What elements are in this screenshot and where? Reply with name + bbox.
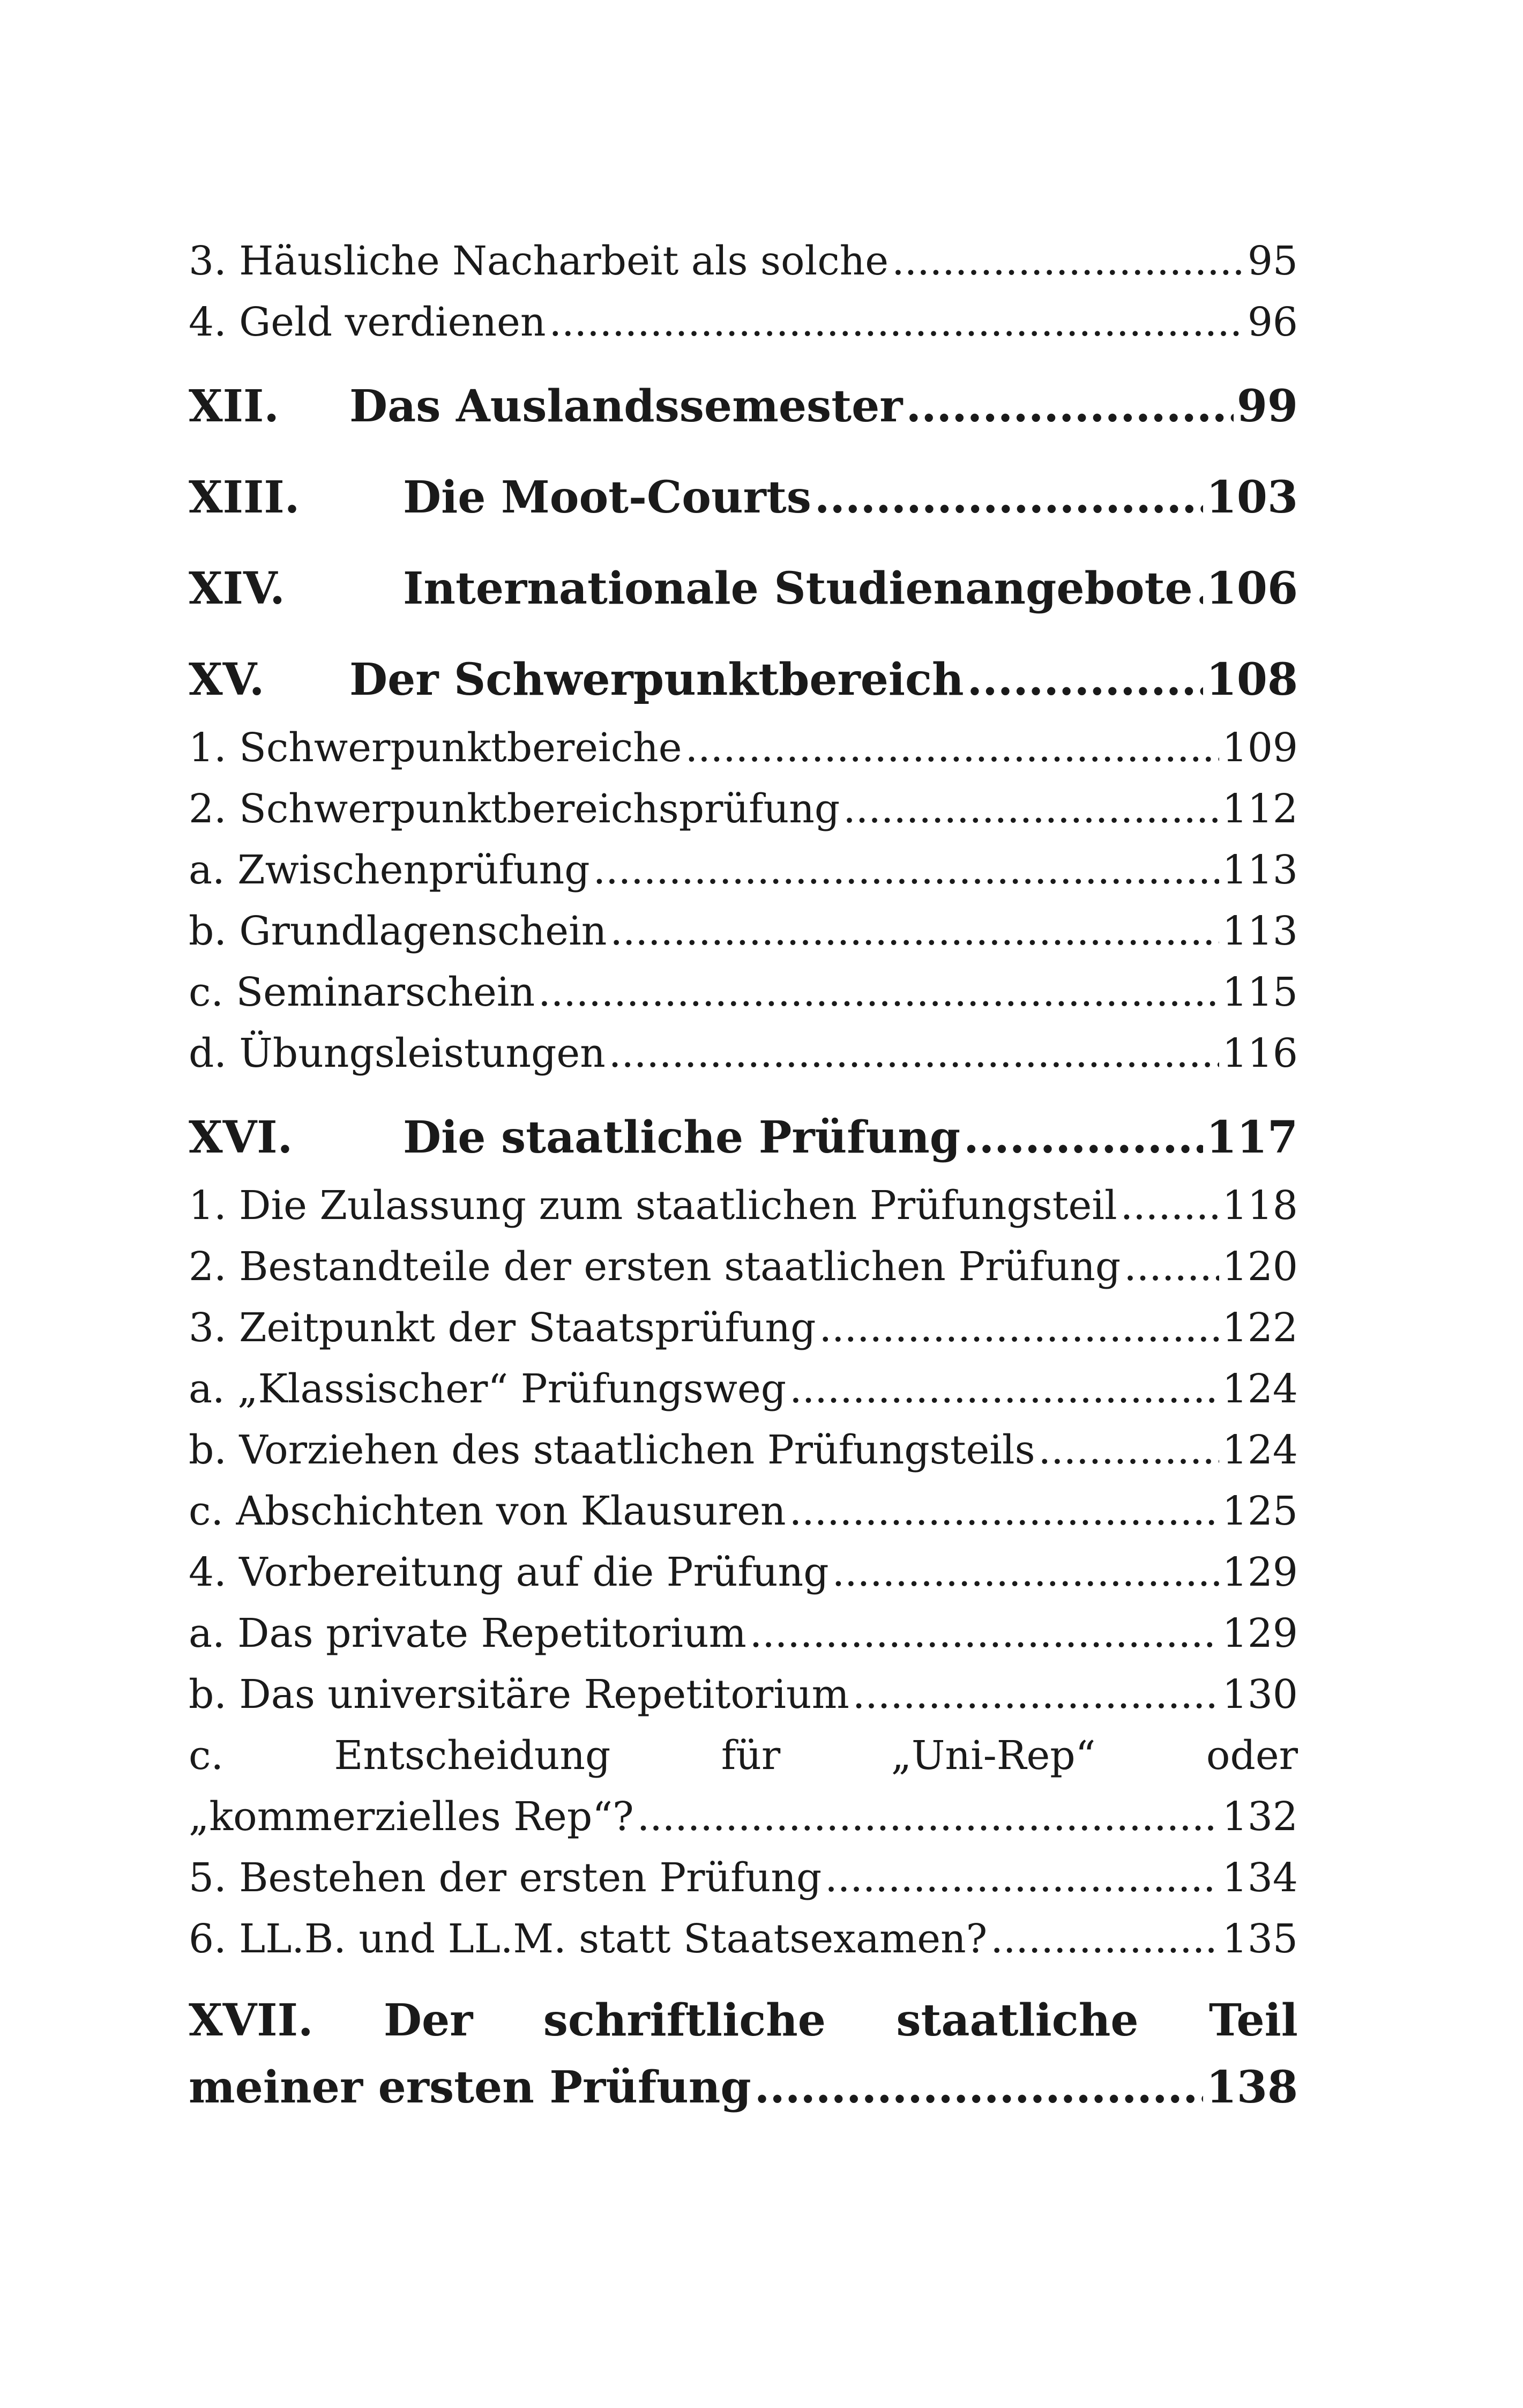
entry-title: b. Das universitäre Repetitorium — [189, 1671, 849, 1718]
toc-entry[interactable] — [189, 1786, 1298, 1847]
chapter-title: Der Schwerpunktbereich — [349, 654, 964, 705]
chapter-title: Das Auslandssemester — [349, 381, 903, 432]
page-number: 117 — [1206, 1112, 1298, 1163]
word: Teil — [1208, 1995, 1298, 2046]
entry-title: 4. Vorbereitung auf die Prüfung — [189, 1549, 829, 1595]
page-number: 125 — [1222, 1488, 1298, 1534]
toc-chapter[interactable] — [189, 1100, 1298, 1175]
entry-title: 3. Häusliche Nacharbeit als solche — [189, 238, 889, 284]
page-number: 113 — [1222, 908, 1298, 954]
chapter-number: XIV. — [189, 563, 285, 614]
dot-leader — [906, 369, 1233, 444]
toc-chapter[interactable] — [189, 642, 1298, 717]
page-number: 106 — [1206, 563, 1298, 614]
page-number: 115 — [1222, 969, 1298, 1015]
dot-leader — [1196, 551, 1203, 626]
word: oder — [1206, 1733, 1298, 1779]
dot-leader — [549, 292, 1244, 353]
page-number: 124 — [1222, 1366, 1298, 1412]
entry-title: 1. Schwerpunktbereiche — [189, 725, 682, 771]
toc-entry[interactable] — [189, 1542, 1298, 1603]
page-number: 120 — [1222, 1244, 1298, 1290]
toc-chapter[interactable] — [189, 2055, 1298, 2120]
word: schriftliche — [543, 1995, 826, 2046]
toc-entry[interactable] — [189, 292, 1298, 353]
entry-title: 1. Die Zulassung zum staatlichen Prüfungsteil — [189, 1183, 1117, 1229]
dot-leader — [593, 839, 1219, 901]
toc-entry[interactable] — [189, 1297, 1298, 1358]
entry-title: „kommerzielles Rep“? — [189, 1794, 634, 1840]
word: staatliche — [896, 1995, 1139, 2046]
page-number: 95 — [1247, 238, 1298, 284]
page-number: 112 — [1222, 786, 1298, 832]
dot-leader — [610, 901, 1219, 962]
chapter-number: XV. — [189, 654, 265, 705]
chapter-number: XIII. — [189, 472, 300, 523]
dot-leader — [964, 1100, 1203, 1175]
toc-entry[interactable] — [189, 901, 1298, 962]
toc-entry[interactable] — [189, 778, 1298, 839]
page-number: 113 — [1222, 847, 1298, 893]
entry-title: a. „Klassischer“ Prüfungsweg — [189, 1366, 787, 1412]
dot-leader — [755, 2055, 1203, 2120]
entry-title: 4. Geld verdienen — [189, 299, 546, 345]
toc-entry[interactable] — [189, 962, 1298, 1023]
toc-entry[interactable] — [189, 1603, 1298, 1664]
dot-leader — [1039, 1419, 1219, 1481]
toc-entry[interactable] — [189, 717, 1298, 778]
chapter-number: XVI. — [189, 1112, 293, 1163]
page-number: 135 — [1222, 1916, 1298, 1962]
entry-title: 6. LL.B. und LL.M. statt Staatsexamen? — [189, 1916, 988, 1962]
toc-entry[interactable] — [189, 1175, 1298, 1236]
toc-entry[interactable] — [189, 839, 1298, 901]
entry-title: b. Vorziehen des staatlichen Prüfungsteils — [189, 1427, 1035, 1473]
dot-leader — [832, 1542, 1219, 1603]
toc-entry[interactable] — [189, 1419, 1298, 1481]
dot-leader — [819, 1297, 1219, 1358]
page-number: 116 — [1222, 1030, 1298, 1076]
entry-title: 2. Schwerpunktbereichsprüfung — [189, 786, 840, 832]
entry-title: c. Seminarschein — [189, 969, 535, 1015]
chapter-number: XII. — [189, 381, 279, 432]
toc-entry[interactable] — [189, 1847, 1298, 1908]
toc-entry[interactable] — [189, 1908, 1298, 1969]
toc-entry-line1[interactable] — [189, 1725, 1298, 1786]
word: Der — [383, 1995, 473, 2046]
toc-chapter-line1[interactable] — [189, 1986, 1298, 2055]
page-number: 124 — [1222, 1427, 1298, 1473]
chapter-title: Die staatliche Prüfung — [403, 1112, 961, 1163]
page-number: 96 — [1247, 299, 1298, 345]
dot-leader — [1121, 1175, 1219, 1236]
entry-title: b. Grundlagenschein — [189, 908, 607, 954]
dot-leader — [853, 1664, 1219, 1725]
dot-leader — [750, 1603, 1219, 1664]
toc-entry[interactable] — [189, 1023, 1298, 1084]
chapter-number: XVII. — [189, 1995, 313, 2046]
dot-leader — [815, 460, 1203, 535]
chapter-title: Internationale Studienangebote — [403, 563, 1193, 614]
chapter-title: meiner ersten Prüfung — [189, 2062, 751, 2113]
dot-leader — [967, 642, 1203, 717]
word: c. — [189, 1733, 223, 1779]
toc-entry[interactable] — [189, 1358, 1298, 1419]
dot-leader — [609, 1023, 1219, 1084]
dot-leader — [1124, 1236, 1219, 1297]
page-number: 134 — [1222, 1855, 1298, 1901]
page-number: 118 — [1222, 1183, 1298, 1229]
toc-entry[interactable] — [189, 1664, 1298, 1725]
entry-title: 2. Bestandteile der ersten staatlichen Prüfung — [189, 1244, 1121, 1290]
page-number: 108 — [1206, 654, 1298, 705]
page-number: 132 — [1222, 1794, 1298, 1840]
dot-leader — [789, 1358, 1219, 1419]
word: für — [721, 1733, 781, 1779]
page-number: 99 — [1236, 381, 1298, 432]
page-number: 122 — [1222, 1305, 1298, 1351]
chapter-title: Die Moot-Courts — [403, 472, 811, 523]
entry-title: a. Das private Repetitorium — [189, 1610, 746, 1656]
toc-chapter[interactable] — [189, 551, 1298, 626]
entry-title: 3. Zeitpunkt der Staatsprüfung — [189, 1305, 816, 1351]
entry-title: 5. Bestehen der ersten Prüfung — [189, 1855, 822, 1901]
dot-leader — [637, 1786, 1219, 1847]
toc-chapter[interactable] — [189, 369, 1298, 444]
page-number: 138 — [1206, 2062, 1298, 2113]
dot-leader — [843, 778, 1219, 839]
toc-entry[interactable] — [189, 1481, 1298, 1542]
toc-entry[interactable] — [189, 1236, 1298, 1297]
word: „Uni-Rep“ — [891, 1733, 1096, 1779]
dot-leader — [685, 717, 1219, 778]
entry-title: c. Abschichten von Klausuren — [189, 1488, 786, 1534]
toc-chapter[interactable] — [189, 460, 1298, 535]
dot-leader — [538, 962, 1219, 1023]
page-number: 130 — [1222, 1671, 1298, 1718]
entry-title: a. Zwischenprüfung — [189, 847, 590, 893]
dot-leader — [990, 1908, 1219, 1969]
dot-leader — [825, 1847, 1219, 1908]
entry-title: d. Übungsleistungen — [189, 1030, 606, 1076]
table-of-contents — [189, 231, 1298, 2120]
page-number: 129 — [1222, 1549, 1298, 1595]
dot-leader — [789, 1481, 1219, 1542]
toc-entry[interactable] — [189, 231, 1298, 292]
page-number: 103 — [1206, 472, 1298, 523]
dot-leader — [892, 231, 1244, 292]
page-number: 129 — [1222, 1610, 1298, 1656]
word: Entscheidung — [334, 1733, 611, 1779]
page-number: 109 — [1222, 725, 1298, 771]
